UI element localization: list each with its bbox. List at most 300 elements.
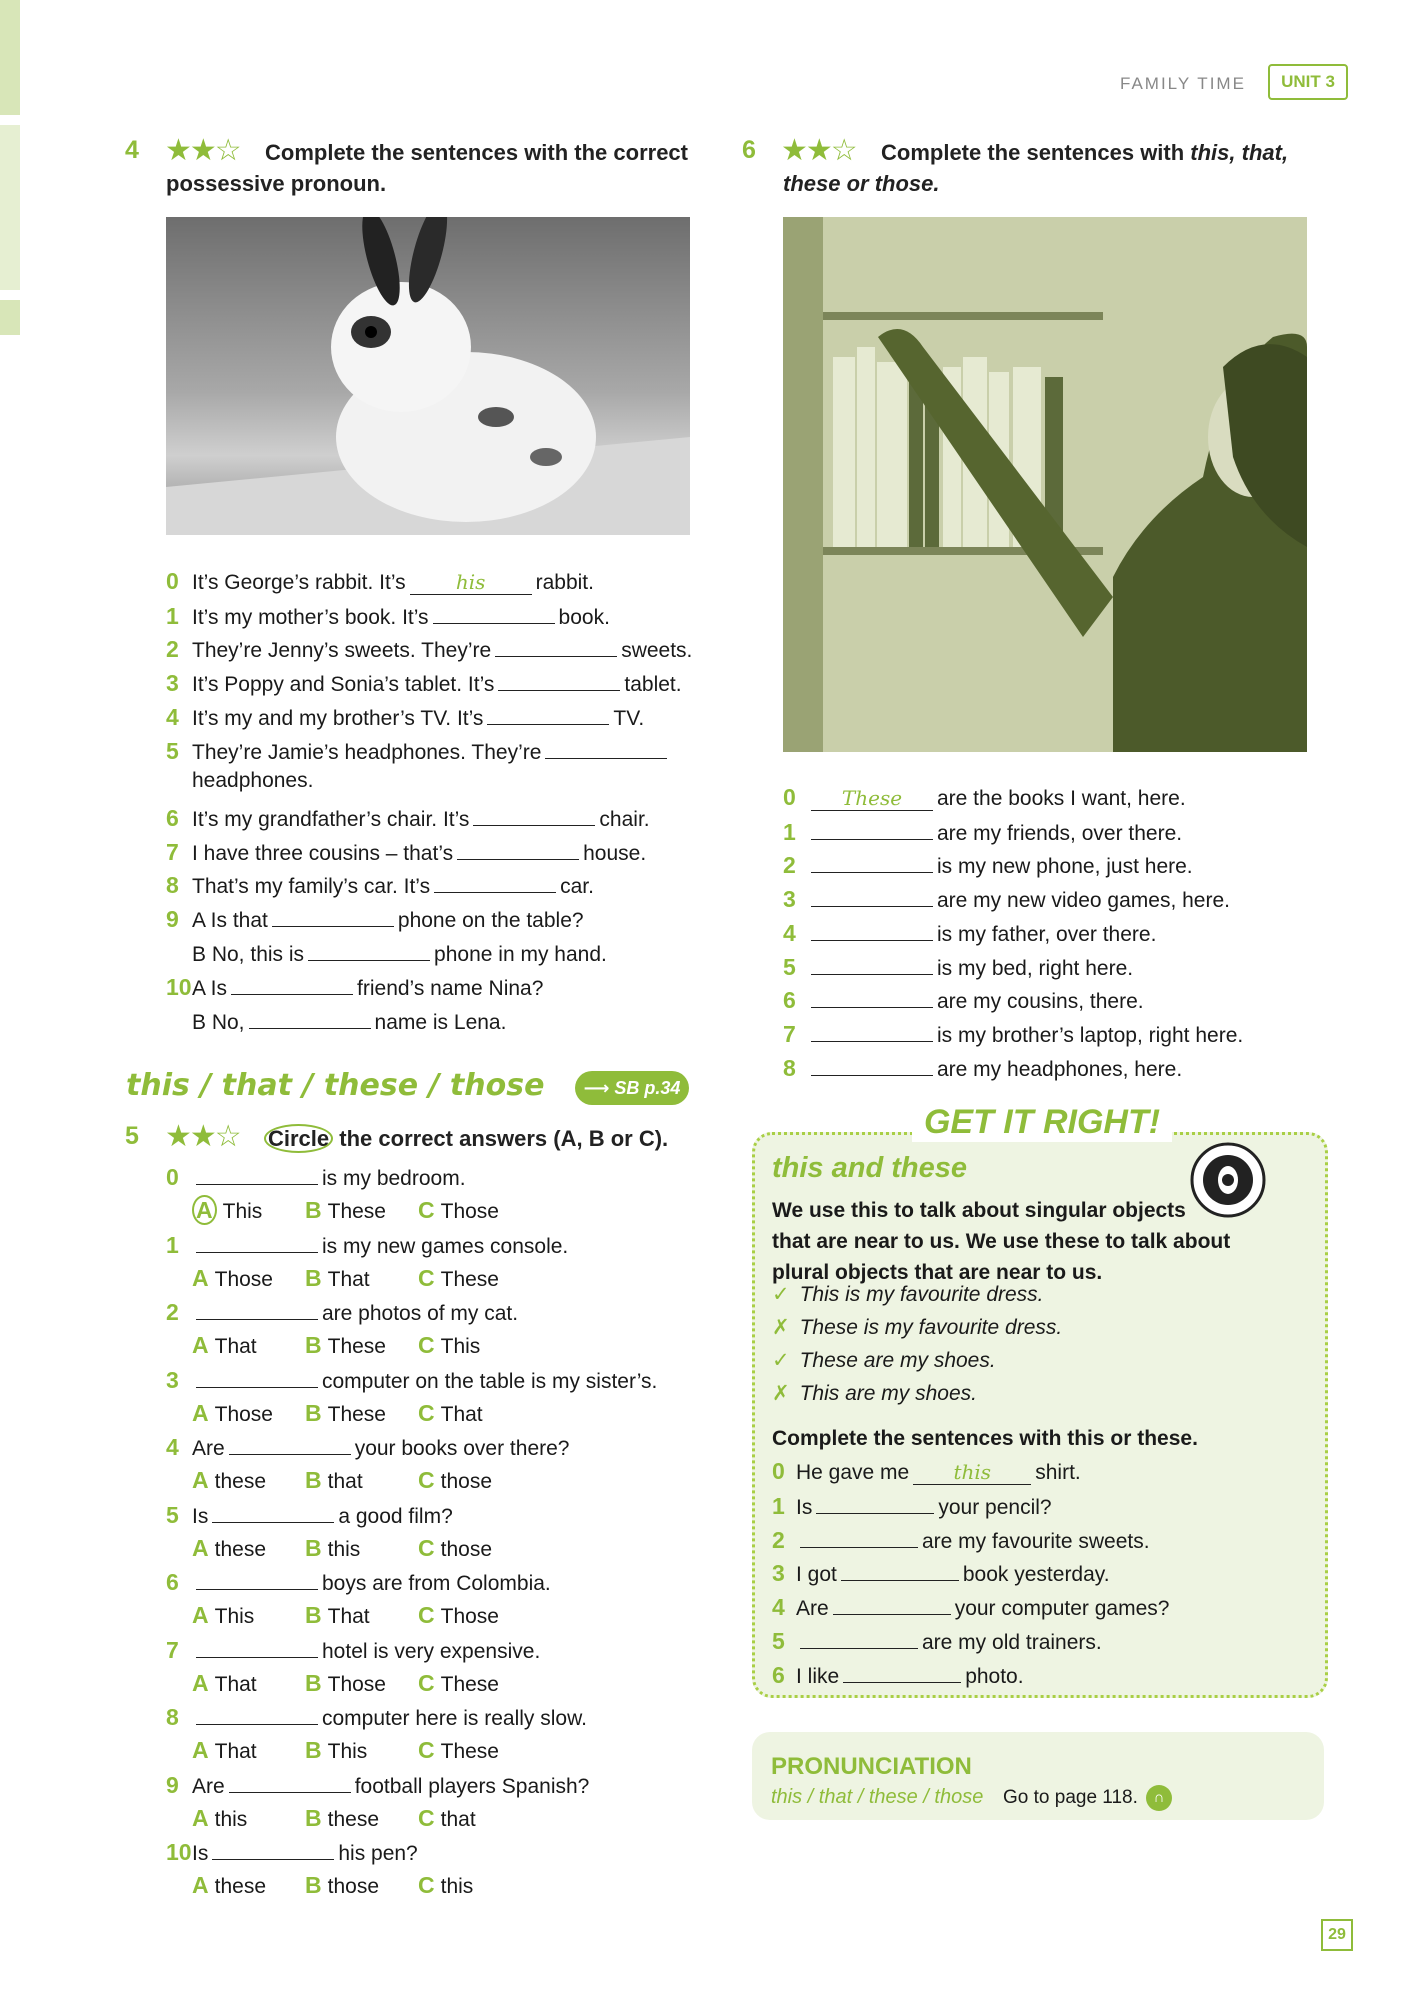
exercise-instruction-text: Complete the sentences with: [881, 140, 1191, 165]
item-text: rabbit.: [535, 571, 594, 594]
answer-option-c[interactable]: [418, 1264, 499, 1294]
item-text: TV.: [613, 707, 645, 730]
answer-option-b[interactable]: [305, 1736, 367, 1766]
item-number: 10: [166, 974, 192, 1000]
get-it-right-title: GET IT RIGHT!: [912, 1103, 1172, 1142]
item-number: 6: [783, 987, 796, 1014]
exercise-item: [166, 736, 671, 767]
option-letter: B: [305, 1332, 322, 1358]
item-text: are my cousins, there.: [937, 990, 1144, 1014]
exercise-item: [166, 870, 594, 901]
item-number: 5: [783, 953, 796, 980]
exercise-instruction-italic: this, that,: [1190, 140, 1289, 165]
exercise-item: [166, 1500, 453, 1531]
item-text: is my new games console.: [322, 1234, 569, 1258]
exercise-item: [166, 1770, 589, 1801]
item-text: friend’s name Nina?: [357, 977, 544, 1000]
answer-blank[interactable]: [229, 1432, 351, 1455]
get-it-right-rule: [772, 1195, 1230, 1288]
option-letter: A: [192, 1669, 209, 1696]
answer-option-b[interactable]: [305, 1871, 379, 1901]
example-sentence: [772, 1281, 1044, 1309]
item-number: 9: [166, 906, 179, 932]
item-text: computer on the table is my sister’s.: [322, 1369, 658, 1393]
answer-option-c[interactable]: [418, 1399, 483, 1429]
item-number: 7: [166, 839, 179, 865]
exercise-item: [192, 1006, 506, 1037]
answer-option-a[interactable]: [192, 1736, 257, 1766]
item-number: 4: [166, 1434, 179, 1460]
option-text: These: [440, 1740, 499, 1763]
item-text: phone on the table?: [397, 909, 584, 932]
exercise-item: [772, 1525, 1150, 1556]
exercise-item: [192, 767, 313, 795]
item-text: Is: [192, 1842, 209, 1865]
item-number: 3: [166, 1366, 179, 1393]
exercise-item: [772, 1558, 1110, 1589]
item-text: shirt.: [1035, 1461, 1081, 1484]
option-text: Those: [440, 1605, 499, 1628]
item-number: 10: [166, 1839, 192, 1865]
answer-option-b[interactable]: [305, 1669, 386, 1699]
item-text: book yesterday.: [962, 1563, 1110, 1587]
item-number: 1: [772, 1492, 785, 1519]
item-text: photo.: [965, 1664, 1024, 1688]
edge-tab: [0, 125, 20, 290]
option-text: These: [440, 1267, 499, 1291]
option-text: these: [214, 1875, 266, 1898]
answer-blank[interactable]: These: [811, 788, 933, 811]
option-text: these: [327, 1807, 379, 1831]
option-text: This: [222, 1200, 263, 1223]
item-number: 1: [166, 603, 179, 629]
item-number: 0: [783, 784, 796, 810]
answer-option-a[interactable]: [192, 1466, 266, 1496]
item-text: That’s my family’s car. It’s: [192, 875, 431, 898]
option-letter: C: [418, 1872, 435, 1898]
item-text: computer here is really slow.: [322, 1707, 587, 1730]
item-text: It’s Poppy and Sonia’s tablet. It’s: [192, 673, 495, 696]
option-letter: A: [192, 1467, 209, 1493]
item-text: I have three cousins – that’s: [192, 842, 454, 865]
item-text: your pencil?: [938, 1495, 1052, 1519]
answer-option-a[interactable]: [192, 1196, 262, 1226]
answer-blank[interactable]: [434, 870, 556, 893]
answer-blank[interactable]: [811, 985, 933, 1008]
answer-option-c[interactable]: [418, 1804, 476, 1834]
option-letter: A: [192, 1602, 209, 1628]
option-letter: B: [305, 1737, 322, 1763]
star-rating-icon: ★★☆: [781, 134, 856, 167]
item-text: A Is: [192, 977, 228, 1000]
answer-blank[interactable]: [833, 1592, 951, 1615]
answer-option-c[interactable]: [418, 1196, 499, 1226]
answer-option-b[interactable]: [305, 1331, 386, 1361]
item-text: It’s my and my brother’s TV. It’s: [192, 707, 484, 730]
option-text: That: [327, 1267, 370, 1291]
answer-blank[interactable]: [811, 817, 933, 840]
library-photo: [783, 217, 1307, 752]
option-letter: A: [192, 1264, 209, 1291]
exercise-item: [166, 702, 644, 733]
answer-blank[interactable]: [545, 736, 667, 759]
answer-blank[interactable]: [811, 850, 933, 873]
item-number: 1: [783, 818, 796, 845]
option-letter: A: [192, 1737, 209, 1763]
answer-blank[interactable]: [811, 1019, 933, 1042]
exercise-item: [166, 1837, 418, 1868]
rule-line: plural objects that are near to us.: [772, 1261, 1103, 1284]
answer-blank[interactable]: this: [913, 1462, 1031, 1485]
option-letter: C: [418, 1804, 435, 1831]
item-number: 1: [166, 1231, 179, 1258]
answer-blank[interactable]: [308, 938, 430, 961]
answer-option-a[interactable]: [192, 1331, 257, 1361]
item-text: Are: [796, 1597, 829, 1621]
option-letter: C: [418, 1737, 435, 1763]
exercise-item: [166, 1365, 657, 1396]
item-text: are my friends, over there.: [937, 821, 1183, 845]
exercise-item: [166, 1162, 466, 1193]
option-letter: A: [192, 1195, 217, 1225]
answer-option-c[interactable]: [418, 1871, 473, 1901]
option-text: That: [214, 1672, 257, 1696]
option-letter: B: [305, 1197, 322, 1223]
item-text: are my new video games, here.: [937, 889, 1230, 913]
exercise-item: [192, 938, 607, 969]
exercise-instruction: these or those.: [783, 171, 940, 196]
star-rating-icon: ★★☆: [165, 1120, 240, 1153]
answer-blank[interactable]: [811, 952, 933, 975]
answer-blank[interactable]: [816, 1491, 934, 1514]
answer-option-b[interactable]: [305, 1601, 370, 1631]
item-text: hotel is very expensive.: [322, 1639, 541, 1663]
pronunciation-title: PRONUNCIATION: [771, 1753, 972, 1780]
item-number: 4: [783, 919, 796, 946]
option-letter: B: [305, 1602, 322, 1628]
item-number: 2: [772, 1526, 785, 1553]
item-text: are photos of my cat.: [322, 1302, 519, 1325]
exercise-item: [772, 1457, 1081, 1487]
answer-option-c[interactable]: [418, 1466, 492, 1496]
item-text: is my new phone, just here.: [937, 855, 1193, 879]
answer-blank[interactable]: [196, 1365, 318, 1388]
option-letter: B: [305, 1467, 322, 1493]
option-text: These: [327, 1200, 386, 1223]
exercise-instruction: [264, 1123, 668, 1154]
page-number: 29: [1321, 1919, 1353, 1951]
item-text: They’re Jamie’s headphones. They’re: [192, 741, 542, 764]
header-title: FAMILY TIME: [1120, 74, 1246, 93]
item-number: 3: [166, 670, 179, 696]
option-text: Those: [327, 1672, 386, 1696]
item-number: 8: [166, 872, 179, 898]
exercise-instruction-text: the correct answers (A, B or C).: [339, 1126, 669, 1151]
answer-option-c[interactable]: [418, 1534, 492, 1564]
item-text: I like: [796, 1664, 840, 1688]
item-text: Is: [796, 1495, 813, 1519]
option-text: This: [214, 1605, 255, 1628]
answer-blank[interactable]: [843, 1660, 961, 1683]
item-text: It’s George’s rabbit. It’s: [192, 571, 406, 594]
option-text: Those: [214, 1402, 273, 1426]
option-text: This: [440, 1335, 481, 1358]
example-text: This are my shoes.: [799, 1382, 978, 1405]
exercise-item: [166, 837, 646, 868]
answer-option-a[interactable]: [192, 1264, 273, 1294]
answer-option-b[interactable]: [305, 1264, 370, 1294]
exercise-item: [166, 634, 692, 665]
item-number: 7: [166, 1636, 179, 1663]
edge-tab: [0, 0, 20, 115]
option-text: those: [440, 1470, 492, 1493]
answer-blank[interactable]: [196, 1702, 318, 1725]
item-text: are my favourite sweets.: [922, 1529, 1150, 1553]
item-text: his pen?: [338, 1842, 418, 1865]
item-number: 8: [166, 1704, 179, 1730]
item-text: Are: [192, 1437, 225, 1460]
check-icon: ✓: [772, 1283, 790, 1306]
option-letter: C: [418, 1197, 435, 1223]
answer-option-a[interactable]: [192, 1804, 247, 1834]
item-text: book.: [558, 606, 610, 629]
answer-blank[interactable]: [800, 1626, 918, 1649]
option-letter: A: [192, 1872, 209, 1898]
exercise-item: [166, 904, 584, 935]
exercise-instruction: [881, 137, 1288, 168]
exercise-item: [166, 567, 594, 597]
exercise-item: [783, 952, 1133, 983]
circle-word: Circle: [264, 1124, 333, 1153]
answer-blank[interactable]: [249, 1006, 371, 1029]
option-letter: A: [192, 1804, 209, 1831]
answer-blank[interactable]: [457, 837, 579, 860]
example-sentence: [772, 1380, 977, 1408]
answer-option-a[interactable]: [192, 1669, 257, 1699]
option-text: this: [214, 1807, 248, 1831]
answer-blank[interactable]: [487, 702, 609, 725]
item-text: A Is that: [192, 909, 268, 932]
answer-blank[interactable]: [800, 1525, 918, 1548]
answer-option-b[interactable]: [305, 1196, 386, 1226]
exercise-number: 6: [742, 136, 756, 164]
answer-blank[interactable]: [196, 1162, 318, 1185]
answer-option-b[interactable]: [305, 1466, 363, 1496]
check-icon: ✓: [772, 1349, 790, 1372]
answer-option-b[interactable]: [305, 1804, 379, 1834]
answer-blank[interactable]: [196, 1567, 318, 1590]
exercise-item: [166, 1567, 551, 1598]
item-number: 2: [783, 852, 796, 879]
option-text: this: [440, 1875, 474, 1898]
option-text: that: [440, 1807, 476, 1831]
star-rating-icon: ★★☆: [165, 134, 240, 167]
item-text: are the books I want, here.: [937, 787, 1186, 810]
item-number: 3: [772, 1560, 785, 1587]
item-number: 5: [772, 1628, 785, 1654]
option-letter: A: [192, 1534, 209, 1561]
cross-icon: ✗: [772, 1316, 790, 1339]
answer-option-a[interactable]: [192, 1534, 266, 1564]
item-number: 6: [772, 1661, 785, 1688]
item-text: is my father, over there.: [937, 922, 1157, 946]
answer-option-b[interactable]: [305, 1534, 360, 1564]
item-text: is my brother’s laptop, right here.: [937, 1023, 1244, 1047]
option-letter: C: [418, 1332, 435, 1358]
answer-option-a[interactable]: [192, 1601, 254, 1631]
item-number: 9: [166, 1771, 179, 1798]
option-text: This: [327, 1740, 368, 1763]
edge-tab: [0, 300, 20, 335]
option-letter: C: [418, 1534, 435, 1561]
option-text: Those: [214, 1267, 273, 1291]
item-number: 8: [783, 1054, 796, 1081]
answer-blank[interactable]: [229, 1770, 351, 1793]
exercise-item: [166, 1432, 569, 1463]
item-text: Is: [192, 1504, 209, 1528]
option-text: That: [214, 1740, 257, 1763]
answer-blank[interactable]: [841, 1558, 959, 1581]
exercise-item: [166, 601, 610, 632]
answer-blank[interactable]: [212, 1837, 334, 1860]
option-text: That: [327, 1605, 370, 1628]
item-number: 2: [166, 636, 179, 662]
option-letter: C: [418, 1467, 435, 1493]
item-number: 6: [166, 805, 179, 831]
exercise-item: [783, 918, 1156, 949]
answer-blank[interactable]: [498, 668, 620, 691]
item-text: your books over there?: [354, 1437, 570, 1460]
answer-blank[interactable]: [811, 1053, 933, 1076]
answer-option-c[interactable]: [418, 1331, 480, 1361]
item-text: It’s my mother’s book. It’s: [192, 606, 429, 629]
item-text: headphones.: [192, 769, 314, 792]
item-text: are my old trainers.: [922, 1631, 1102, 1654]
item-text: Are: [192, 1774, 225, 1798]
item-text: tablet.: [624, 673, 682, 696]
option-letter: C: [418, 1399, 435, 1426]
item-text: He gave me: [796, 1461, 910, 1484]
answer-blank[interactable]: [433, 601, 555, 624]
answer-option-c[interactable]: [418, 1601, 499, 1631]
rule-line: We use this to talk about singular objects: [772, 1199, 1186, 1222]
answer-option-c[interactable]: [418, 1736, 499, 1766]
answer-blank[interactable]: [196, 1230, 318, 1253]
item-text: B No, this is: [192, 943, 305, 966]
option-letter: C: [418, 1602, 435, 1628]
answer-option-c[interactable]: [418, 1669, 499, 1699]
answer-blank[interactable]: [473, 803, 595, 826]
item-number: 4: [772, 1594, 785, 1621]
option-letter: B: [305, 1264, 322, 1291]
answer-blank[interactable]: [495, 634, 617, 657]
option-letter: A: [192, 1399, 209, 1426]
option-text: That: [214, 1335, 257, 1358]
exercise-instruction: Complete the sentences with the correct: [265, 140, 688, 165]
cross-icon: ✗: [772, 1382, 790, 1405]
answer-blank[interactable]: his: [410, 572, 532, 595]
item-text: is my bedroom.: [322, 1167, 466, 1190]
option-letter: B: [305, 1804, 322, 1831]
option-letter: B: [305, 1399, 322, 1426]
item-text: a good film?: [338, 1504, 453, 1528]
item-number: 2: [166, 1299, 179, 1325]
answer-blank[interactable]: [212, 1500, 334, 1523]
section-title: this / that / these / those: [126, 1068, 545, 1103]
item-text: B No,: [192, 1011, 245, 1034]
get-it-right-subtitle: this and these: [772, 1152, 967, 1184]
item-text: It’s my grandfather’s chair. It’s: [192, 808, 470, 831]
answer-blank[interactable]: [272, 904, 394, 927]
option-text: that: [327, 1470, 363, 1493]
exercise-number: 5: [125, 1122, 139, 1150]
answer-blank[interactable]: [196, 1297, 318, 1320]
example-text: This is my favourite dress.: [799, 1283, 1044, 1306]
answer-option-b[interactable]: [305, 1399, 386, 1429]
answer-blank[interactable]: [196, 1635, 318, 1658]
exercise-item: [783, 1053, 1182, 1084]
option-letter: B: [305, 1872, 322, 1898]
exercise-item: [783, 884, 1230, 915]
exercise-item: [772, 1626, 1102, 1657]
item-text: sweets.: [621, 639, 693, 662]
answer-option-a[interactable]: [192, 1399, 273, 1429]
example-text: These are my shoes.: [799, 1349, 996, 1372]
exercise-item: [772, 1592, 1169, 1623]
option-text: That: [440, 1402, 483, 1426]
item-number: 5: [166, 738, 179, 764]
item-text: phone in my hand.: [434, 943, 607, 966]
answer-blank[interactable]: [811, 884, 933, 907]
option-letter: C: [418, 1669, 435, 1696]
item-number: 0: [166, 568, 179, 594]
exercise-item: [166, 1702, 587, 1733]
item-text: are my headphones, here.: [937, 1057, 1183, 1081]
exercise-item: [166, 668, 682, 699]
example-sentence: [772, 1314, 1062, 1342]
item-text: is my bed, right here.: [937, 956, 1134, 980]
option-text: These: [440, 1672, 499, 1696]
answer-blank[interactable]: [811, 918, 933, 941]
option-text: Those: [440, 1200, 499, 1223]
option-letter: C: [418, 1264, 435, 1291]
exercise-item: [166, 1230, 568, 1261]
exercise-item: [166, 803, 650, 834]
option-letter: B: [305, 1669, 322, 1696]
pronunciation-goto: Go to page 118.: [1003, 1787, 1138, 1808]
answer-option-a[interactable]: [192, 1871, 266, 1901]
pronunciation-words: this / that / these / those: [771, 1786, 984, 1808]
item-text: They’re Jenny’s sweets. They’re: [192, 639, 492, 662]
item-number: 0: [166, 1164, 179, 1190]
example-text: These is my favourite dress.: [799, 1316, 1063, 1339]
audio-headphones-icon[interactable]: ∩: [1146, 1785, 1172, 1811]
option-text: those: [327, 1875, 379, 1898]
example-sentence: [772, 1347, 996, 1375]
option-text: These: [327, 1402, 386, 1426]
exercise-item: [166, 1635, 540, 1666]
exercise-item: [783, 783, 1186, 813]
option-letter: A: [192, 1332, 209, 1358]
item-number: 5: [166, 1501, 179, 1528]
item-text: chair.: [599, 808, 650, 831]
get-it-right-task: Complete the sentences with this or these.: [772, 1427, 1198, 1450]
answer-blank[interactable]: [231, 972, 353, 995]
exercise-instruction: possessive pronoun.: [166, 171, 387, 196]
item-number: 4: [166, 704, 179, 730]
option-text: those: [440, 1537, 492, 1561]
student-book-reference-badge: ⟶ SB p.34: [575, 1071, 689, 1105]
